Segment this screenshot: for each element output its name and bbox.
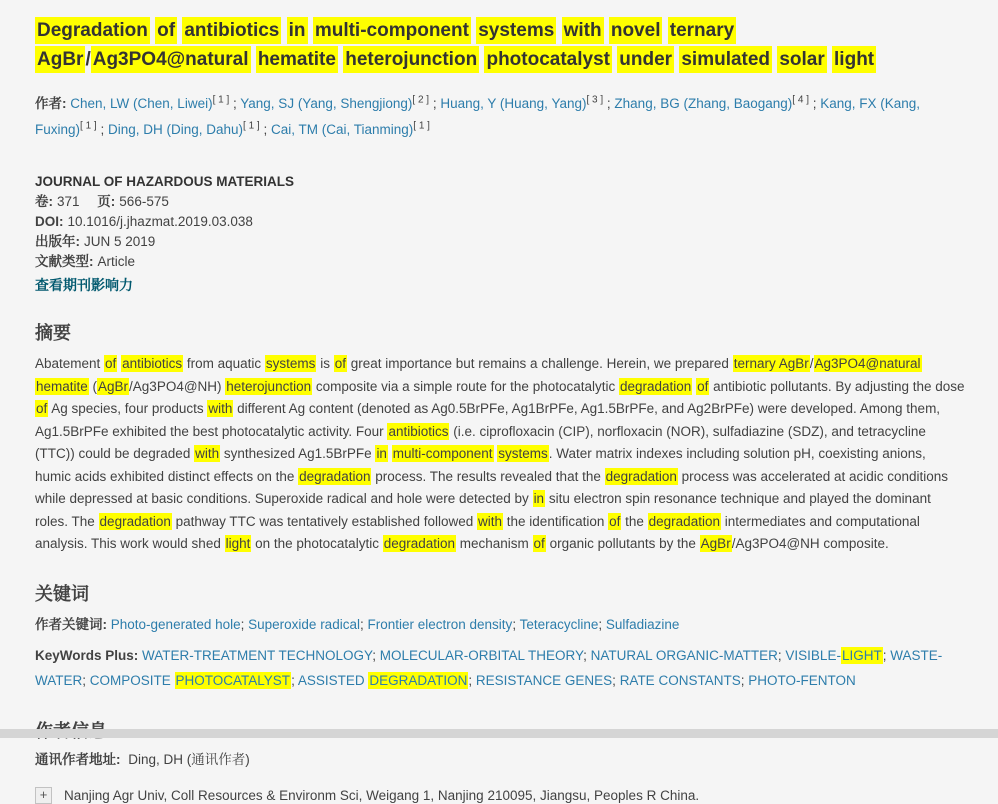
pages-label: 页: [97, 194, 116, 209]
author-link[interactable]: Chen, LW (Chen, Liwei) [70, 96, 213, 111]
volume-value: 371 [57, 194, 80, 209]
pages-value: 566-575 [119, 194, 169, 209]
corresponding-address-value: Ding, DH (通讯作者) [128, 751, 250, 767]
doi-label: DOI: [35, 214, 64, 229]
author-link[interactable]: Kang, FX (Kang, Fuxing) [35, 96, 921, 137]
journal-info-block [35, 172, 965, 295]
keywords-plus-link[interactable]: COMPOSITE PHOTOCATALYST [89, 672, 291, 688]
author-keywords-list: Photo-generated hole; Superoxide radical; Frontier electron density; Teteracycline; Sulfadiazine [110, 616, 680, 632]
abstract-text: Abatement of antibiotics from aquatic systems is of great importance but remains a challenge. Herein, we prepared ternary AgBr/Ag3PO4@natural hematite (AgBr/Ag3PO4@NH) heterojunction composite via a simple route for the photocatalytic degradation of antibiotic pollutants. By adjusting the dose of Ag species, four products with different Ag content (denoted as Ag0.5BrPFe, Ag1BrPFe, Ag1.5BrPFe, and Ag2BrPFe) were developed. Among them, Ag1.5BrPFe exhibited the best photocatalytic activity. Four antibiotics (i.e. ciprofloxacin (CIP), norfloxacin (NOR), sulfadiazine (SDZ), and tetracycline (TTC)) could be degraded with synthesized Ag1.5BrPFe in multi-component systems. Water matrix indexes including solution pH, coexisting anions, humic acids exhibited distinct effects on the degradation process. The results revealed that the degradation process was accelerated at acidic conditions while depressed at basic conditions. Superoxide radical and hole were detected by in situ electron spin resonance technique and played the dominant roles. The degradation pathway TTC was tentatively established followed with the identification of the degradation intermediates and computational analysis. This work would shed light on the photocatalytic degradation mechanism of organic pollutants by the AgBr/Ag3PO4@NH composite. [35, 356, 965, 551]
keywords-plus-line [35, 643, 965, 693]
address-text: Nanjing Agr Univ, Coll Resources & Environm Sci, Weigang 1, Nanjing 210095, Jiangsu, Peoples R China. [64, 787, 700, 803]
volume-label: 卷: [35, 194, 53, 209]
authors-label: 作者: [35, 96, 67, 111]
author-link[interactable]: Yang, SJ (Yang, Shengjiong) [240, 96, 413, 111]
volume-pages-row [35, 192, 965, 212]
keywords-plus-link[interactable]: ASSISTED DEGRADATION [297, 672, 468, 688]
author-affiliation-sup: [ 1 ] [80, 120, 97, 132]
doc-type-row [35, 252, 965, 272]
pub-year-row [35, 232, 965, 252]
journal-impact-link[interactable]: 查看期刊影响力 [35, 277, 133, 293]
author-affiliation-sup: [ 3 ] [586, 94, 604, 106]
authors-line [35, 91, 965, 143]
author-affiliation-sup: [ 4 ] [792, 94, 809, 106]
keywords-plus-link[interactable]: RATE CONSTANTS [619, 672, 741, 688]
author-keywords-label: 作者关键词: [35, 616, 107, 632]
author-link[interactable]: Cai, TM (Cai, Tianming) [270, 122, 414, 137]
author-link[interactable]: Ding, DH (Ding, Dahu) [107, 122, 244, 137]
doi-row [35, 212, 965, 232]
corresponding-address-line [35, 750, 965, 770]
author-affiliation-sup: [ 1 ] [413, 120, 430, 132]
keywords-plus-link[interactable]: WATER-TREATMENT TECHNOLOGY [142, 647, 373, 663]
pub-year-value: JUN 5 2019 [84, 234, 156, 249]
keywords-plus-link[interactable]: RESISTANCE GENES [475, 672, 613, 688]
expand-address-button[interactable]: + [35, 787, 52, 804]
keywords-plus-link[interactable]: VISIBLE-LIGHT [785, 647, 882, 663]
doc-type-value: Article [97, 254, 136, 269]
keywords-plus-link[interactable]: MOLECULAR-ORBITAL THEORY [379, 647, 584, 663]
keywords-plus-link[interactable]: PHOTO-FENTON [748, 672, 856, 688]
address-row [35, 787, 965, 804]
author-keyword-link[interactable]: Photo-generated hole [110, 616, 241, 632]
doc-type-label: 文献类型: [35, 254, 94, 269]
corresponding-address-label: 通讯作者地址: [35, 751, 121, 767]
author-keyword-link[interactable]: Superoxide radical [248, 616, 360, 632]
keywords-plus-link[interactable]: NATURAL ORGANIC-MATTER [590, 647, 778, 663]
author-affiliation-sup: [ 2 ] [412, 94, 430, 106]
keywords-heading: 关键词 [35, 583, 89, 604]
author-affiliation-sup: [ 1 ] [212, 94, 230, 106]
author-keyword-link[interactable]: Teteracycline [519, 616, 599, 632]
author-link[interactable]: Zhang, BG (Zhang, Baogang) [614, 96, 793, 111]
bottom-strip [0, 729, 998, 738]
author-keyword-link[interactable]: Frontier electron density [367, 616, 513, 632]
author-keyword-link[interactable]: Sulfadiazine [605, 616, 680, 632]
abstract-heading: 摘要 [35, 323, 71, 343]
keywords-plus-link[interactable]: WASTE-WATER [35, 647, 943, 688]
author-keywords-line [35, 613, 965, 637]
authors-list: Chen, LW (Chen, Liwei)[ 1 ] ; Yang, SJ (Yang, Shengjiong)[ 2 ] ; Huang, Y (Huang, Yang)[ 3 ] ; Zhang, BG (Zhang, Baogang)[ 4 ] ; Kang, FX (Kang, Fuxing)[ 1 ] ; Ding, DH (Ding, Dahu)[ 1 ] ; Cai, TM (Cai, Tianming)[ 1 ] [35, 94, 921, 137]
article-title: Degradation of antibiotics in multi-component systems with novel ternary AgBr / Ag3PO4@natural hematite heterojunction photocatalyst under simulated solar light [35, 16, 955, 74]
author-link[interactable]: Huang, Y (Huang, Yang) [440, 96, 587, 111]
keywords-plus-list: WATER-TREATMENT TECHNOLOGY; MOLECULAR-ORBITAL THEORY; NATURAL ORGANIC-MATTER; VISIBLE-LIGHT; WASTE-WATER; COMPOSITE PHOTOCATALYST; ASSISTED DEGRADATION; RESISTANCE GENES; RATE CONSTANTS; PHOTO-FENTON [35, 647, 943, 688]
pub-year-label: 出版年: [35, 234, 80, 249]
author-affiliation-sup: [ 1 ] [243, 120, 260, 132]
journal-name: JOURNAL OF HAZARDOUS MATERIALS [35, 174, 294, 189]
keywords-plus-label: KeyWords Plus: [35, 647, 139, 663]
doi-value: 10.1016/j.jhazmat.2019.03.038 [67, 214, 253, 229]
